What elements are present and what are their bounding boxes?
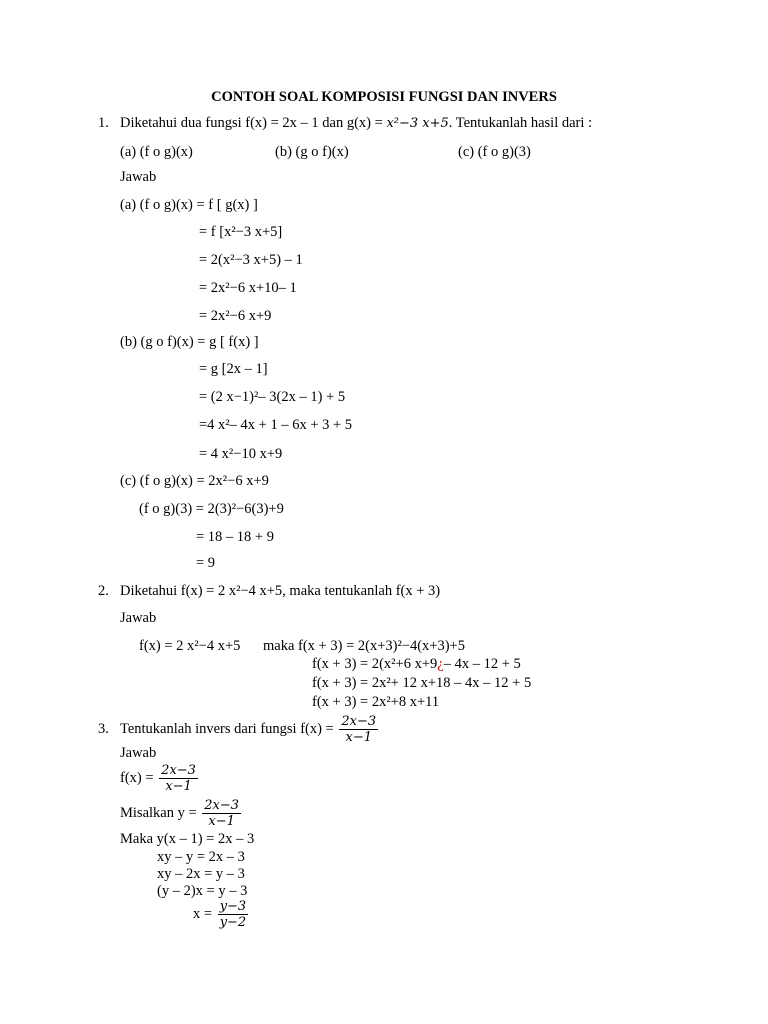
- q2-line2-a: f(x + 3) = 2(x²+6 x+9: [312, 656, 438, 672]
- q1-number: 1.: [98, 115, 109, 131]
- q3-statement: Tentukanlah invers dari fungsi f(x) =: [120, 721, 338, 737]
- q3-fx-denominator: x−1: [165, 779, 192, 795]
- page-title: CONTOH SOAL KOMPOSISI FUNGSI DAN INVERS: [211, 89, 557, 105]
- q1-a-line: = 2x²−6 x+9: [199, 308, 272, 324]
- q2-line1-left: f(x) = 2 x²−4 x+5: [139, 638, 241, 654]
- q1-c-line: = 9: [196, 555, 216, 571]
- q1-jawab: Jawab: [120, 169, 157, 185]
- q1-c-line: (f o g)(3) = 2(3)²−6(3)+9: [139, 501, 284, 517]
- q1-option-b: (b) (g o f)(x): [275, 144, 349, 160]
- q3-number: 3.: [98, 721, 109, 737]
- q3-jawab: Jawab: [120, 745, 157, 761]
- q3-x-fraction: [218, 899, 249, 930]
- q1-a-line: = 2x²−6 x+10– 1: [199, 280, 297, 296]
- q3-misal-fraction: [202, 798, 241, 829]
- q3-misal-label: Misalkan y =: [120, 805, 201, 821]
- q2-jawab: Jawab: [120, 610, 157, 626]
- q3-x-numerator: y−3: [219, 899, 247, 915]
- q3-misal-line: [120, 795, 243, 831]
- q3-fx-numerator: 2x−3: [161, 763, 196, 779]
- q3-x-denominator: y−2: [219, 915, 247, 931]
- q3-fx-line: [120, 760, 200, 796]
- q2-number: 2.: [98, 583, 109, 599]
- q3-fraction: [339, 714, 378, 745]
- q3-statement-line: [120, 711, 380, 747]
- q1-b-line: = (2 x−1)²– 3(2x – 1) + 5: [199, 389, 346, 405]
- q2-statement: Diketahui f(x) = 2 x²−4 x+5, maka tentukanlah f(x + 3): [120, 583, 441, 599]
- q1-a-line: (a) (f o g)(x) = f [ g(x) ]: [120, 197, 258, 213]
- q3-fx-label: f(x) =: [120, 770, 158, 786]
- q1-c-line: (c) (f o g)(x) = 2x²−6 x+9: [120, 473, 269, 489]
- q1-statement: [120, 114, 592, 133]
- q3-x-label: x =: [193, 906, 216, 922]
- q1-b-line: =4 x²– 4x + 1 – 6x + 3 + 5: [199, 417, 353, 433]
- q3-x-line: [193, 896, 250, 932]
- q3-frac-denominator: x−1: [345, 730, 372, 746]
- q1-option-a: (a) (f o g)(x): [120, 144, 193, 160]
- q3-fx-fraction: [159, 763, 198, 794]
- q1-statement-a: Diketahui dua fungsi f(x) = 2x – 1 dan g(x) =: [120, 115, 387, 131]
- q2-line4: f(x + 3) = 2x²+8 x+11: [312, 694, 440, 710]
- q1-a-line: = 2(x²−3 x+5) – 1: [199, 252, 303, 268]
- q1-statement-expr: x²−3 x+5: [386, 116, 449, 131]
- q1-b-line: (b) (g o f)(x) = g [ f(x) ]: [120, 334, 259, 350]
- q3-step3: (y – 2)x = y – 3: [157, 883, 248, 899]
- q2-line3: f(x + 3) = 2x²+ 12 x+18 – 4x – 12 + 5: [312, 675, 532, 691]
- q3-maka: Maka y(x – 1) = 2x – 3: [120, 831, 255, 847]
- q1-statement-b: . Tentukanlah hasil dari :: [448, 115, 593, 131]
- q3-frac-numerator: 2x−3: [341, 714, 377, 730]
- q3-step2: xy – 2x = y – 3: [157, 866, 245, 882]
- q2-line1-right: maka f(x + 3) = 2(x+3)²−4(x+3)+5: [263, 638, 465, 654]
- q1-b-line: = g [2x – 1]: [199, 361, 268, 377]
- q1-c-line: = 18 – 18 + 9: [196, 529, 274, 545]
- q3-misal-numerator: 2x−3: [204, 798, 240, 814]
- q2-line2-mark: ¿: [437, 656, 444, 672]
- q1-option-c: (c) (f o g)(3): [458, 144, 531, 160]
- q3-step1: xy – y = 2x – 3: [157, 849, 245, 865]
- q3-misal-denominator: x−1: [208, 814, 235, 830]
- q2-line2-b: – 4x – 12 + 5: [443, 656, 521, 672]
- q1-a-line: = f [x²−3 x+5]: [199, 224, 283, 240]
- q2-line2: [312, 655, 521, 673]
- q1-b-line: = 4 x²−10 x+9: [199, 446, 283, 462]
